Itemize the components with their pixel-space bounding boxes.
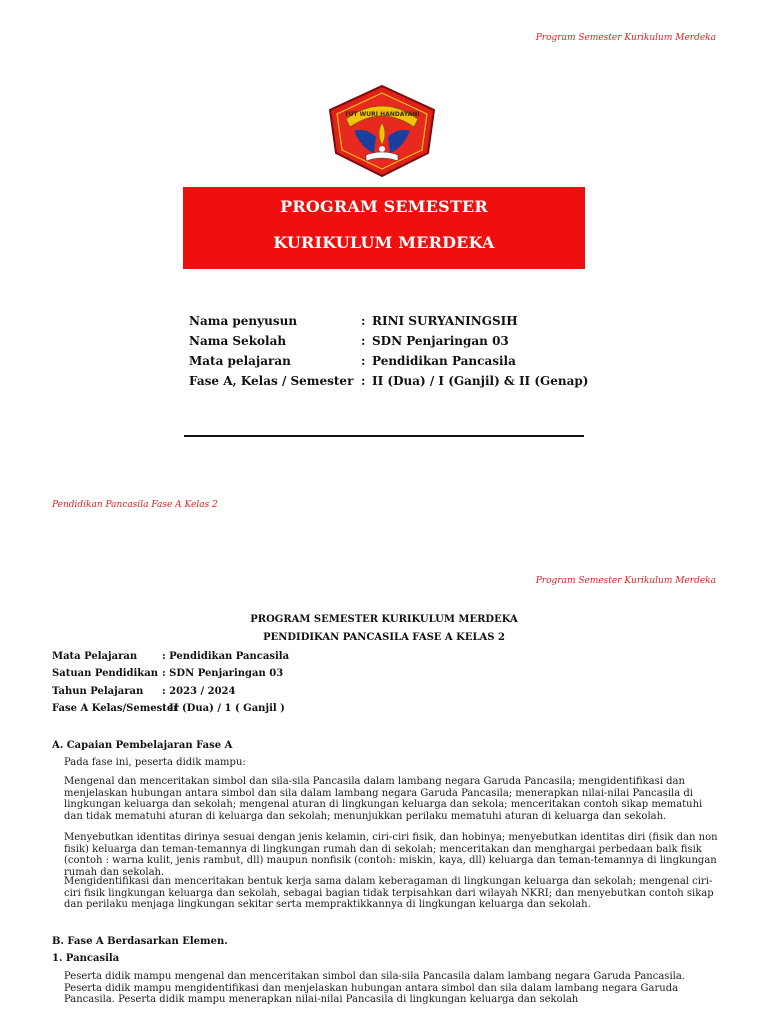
cover-title-banner bbox=[183, 187, 585, 269]
meta-label: Mata Pelajaran bbox=[52, 651, 138, 662]
header-note-page2: Program Semester Kurikulum Merdeka bbox=[535, 576, 716, 586]
cover-title-line1: PROGRAM SEMESTER bbox=[280, 197, 488, 216]
meta-value: : SDN Penjaringan 03 bbox=[162, 668, 284, 679]
section-a-paragraph-2: Menyebutkan identitas dirinya sesuai dengan jenis kelamin, ciri-ciri fisik, dan hobinya; menyebutkan identitas diri (fisik dan non fisik) keluarga dan teman-temannya di lingkungan rumah dan di sekolah; menceritakan dan menghargai perbedaan baik fisik (contoh : warna kulit, jenis rambut, dll) maupun nonfisik (contoh: miskin, kaya, dll) keluarga dan teman-temannya di lingkungan rumah dan sekolah. bbox=[64, 832, 718, 878]
info-value: Pendidikan Pancasila bbox=[372, 354, 516, 368]
info-value: RINI SURYANINGSIH bbox=[372, 314, 518, 328]
page2-title-line2: PENDIDIKAN PANCASILA FASE A KELAS 2 bbox=[263, 632, 505, 643]
info-value: SDN Penjaringan 03 bbox=[372, 334, 509, 348]
section-b-heading: B. Fase A Berdasarkan Elemen. bbox=[52, 936, 228, 947]
section-a-paragraph-1: Mengenal dan menceritakan simbol dan sila-sila Pancasila dalam lambang negara Garuda Pancasila; mengidentifikasi dan menjelaskan hubungan antara simbol dan sila dalam lambang negara Garuda Pancasila; menerapkan nilai-nilai Pancasila di lingkungan keluarga dan sekolah; mengenal aturan di lingkungan keluarga dan sekola; menceritakan contoh sikap mematuhi dan tidak mematuhi aturan di keluarga dan sekolah; menunjukkan perilaku mematuhi aturan di keluarga dan sekolah. bbox=[64, 776, 703, 822]
subsection-pancasila-heading: 1. Pancasila bbox=[52, 953, 120, 964]
cover-info-table bbox=[189, 314, 589, 394]
logo-motto: TUT WURI HANDAYANI bbox=[344, 111, 420, 118]
header-note-page1: Program Semester Kurikulum Merdeka bbox=[535, 33, 716, 43]
info-colon: : bbox=[361, 354, 366, 368]
section-a-intro: Pada fase ini, peserta didik mampu: bbox=[64, 757, 246, 768]
info-label: Nama Sekolah bbox=[189, 334, 287, 348]
footer-note-page1: Pendidikan Pancasila Fase A Kelas 2 bbox=[52, 500, 218, 510]
info-label: Mata pelajaran bbox=[189, 354, 291, 368]
cover-divider bbox=[184, 435, 584, 437]
info-colon: : bbox=[361, 334, 366, 348]
meta-label: Fase A Kelas/Semester bbox=[52, 703, 179, 714]
page2-meta-table bbox=[52, 651, 352, 721]
section-a-paragraph-3: Mengidentifikasi dan menceritakan bentuk kerja sama dalam keberagaman di lingkungan keluarga dan sekolah; mengenal ciri-ciri fisik lingkungan keluarga dan sekolah, sebagai bagian tidak terpisahkan dari wilayah NKRI; dan menyebutkan contoh sikap dan perilaku menjaga lingkungan sekitar serta mempraktikkannya di lingkungan keluarga dan sekolah. bbox=[64, 876, 714, 910]
meta-label: Tahun Pelajaran bbox=[52, 686, 144, 697]
meta-value: : II (Dua) / 1 ( Ganjil ) bbox=[162, 703, 285, 714]
section-a-heading: A. Capaian Pembelajaran Fase A bbox=[52, 740, 233, 751]
info-colon: : bbox=[361, 374, 366, 388]
page2-title-line1: PROGRAM SEMESTER KURIKULUM MERDEKA bbox=[250, 614, 518, 625]
info-value: II (Dua) / I (Ganjil) & II (Genap) bbox=[372, 374, 589, 388]
info-label: Nama penyusun bbox=[189, 314, 298, 328]
tut-wuri-handayani-logo bbox=[324, 83, 440, 179]
cover-title-line2: KURIKULUM MERDEKA bbox=[273, 233, 495, 252]
meta-value: : 2023 / 2024 bbox=[162, 686, 236, 697]
subsection-pancasila-paragraph: Peserta didik mampu mengenal dan menceritakan simbol dan sila-sila Pancasila dalam lambang negara Garuda Pancasila. Peserta didik mampu mengidentifikasi dan menjelaskan hubungan antara simbol dan sila dalam lambang negara Garuda Pancasila. Peserta didik mampu menerapkan nilai-nilai Pancasila di lingkungan keluarga dan sekolah bbox=[64, 971, 685, 1005]
meta-value: : Pendidikan Pancasila bbox=[162, 651, 290, 662]
info-label: Fase A, Kelas / Semester bbox=[189, 374, 354, 388]
meta-label: Satuan Pendidikan bbox=[52, 668, 158, 679]
info-colon: : bbox=[361, 314, 366, 328]
